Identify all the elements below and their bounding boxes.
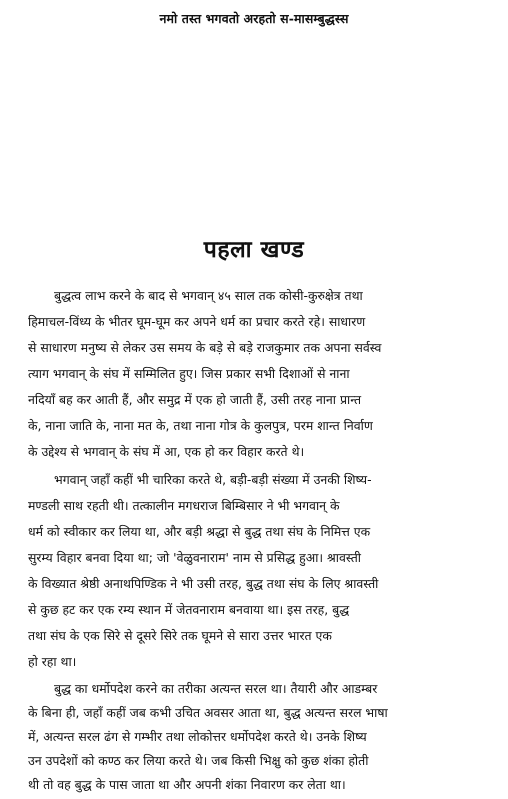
text-line: नदियाँ बह कर आती हैं, और समुद्र में एक हो जाती हैं, उसी तरह नाना प्रान्त <box>28 392 362 407</box>
text-line: तथा संघ के एक सिरे से दूसरे सिरे तक घूमने से सारा उत्तर भारत एक <box>28 628 332 643</box>
page-invocation-header: नमो तस्त भगवतो अरहतो स-मासम्बुद्धस्स <box>159 11 349 26</box>
text-line: हिमाचल-विंध्य के भीतर घूम-घूम कर अपने धर्म का प्रचार करते रहे। साधारण <box>28 314 366 329</box>
section-heading: पहला खण्ड <box>203 237 305 263</box>
text-line: हो रहा था। <box>28 654 77 669</box>
text-line: में, अत्यन्त सरल ढंग से गम्भीर तथा लोकोत्तर धर्मोपदेश करते थे। उनके शिष्य <box>28 729 367 744</box>
text-line: बुद्धत्व लाभ करने के बाद से भगवान् ४५ साल तक कोसी-कुरुक्षेत्र तथा <box>54 288 363 303</box>
text-line: से साधारण मनुष्य से लेकर उस समय के बड़े से बड़े राजकुमार तक अपना सर्वस्व <box>28 340 382 355</box>
text-line: के, नाना जाति के, नाना मत के, तथा नाना गोत्र के कुलपुत्र, परम शान्त निर्वाण <box>28 418 373 433</box>
text-line: भगवान् जहाँ कहीं भी चारिका करते थे, बड़ी-बड़ी संख्या में उनकी शिष्य- <box>54 472 372 487</box>
text-line: सुरम्य विहार बनवा दिया था; जो 'वेळुवनाराम' नाम से प्रसिद्ध हुआ। श्रावस्ती <box>28 550 361 565</box>
text-line: थी तो वह बुद्ध के पास जाता था और अपनी शंका निवारण कर लेता था। <box>28 777 346 792</box>
text-line: से कुछ हट कर एक रम्य स्थान में जेतवनाराम बनवाया था। इस तरह, बुद्ध <box>28 602 350 617</box>
text-line: के उद्देश्य से भगवान् के संघ में आ, एक हो कर विहार करते थे। <box>28 444 305 459</box>
text-line: मण्डली साथ रहती थी। तत्कालीन मगधराज बिम्बिसार ने भी भगवान् के <box>28 498 340 513</box>
text-line: बुद्ध का धर्मोपदेश करने का तरीका अत्यन्त सरल था। तैयारी और आडम्बर <box>54 681 378 696</box>
text-line: के बिना ही, जहाँ कहीं जब कभी उचित अवसर आता था, बुद्ध अत्यन्त सरल भाषा <box>28 705 388 720</box>
text-line: त्याग भगवान् के संघ में सम्मिलित हुए। जिस प्रकार सभी दिशाओं से नाना <box>28 366 350 381</box>
text-line: उन उपदेशों को कण्ठ कर लिया करते थे। जब किसी भिक्षु को कुछ शंका होती <box>28 753 369 768</box>
text-line: के विख्यात श्रेष्ठी अनाथपिण्डिक ने भी उसी तरह, बुद्ध तथा संघ के लिए श्रावस्ती <box>28 576 379 591</box>
text-line: धर्म को स्वीकार कर लिया था, और बड़ी श्रद्धा से बुद्ध तथा संघ के निमित्त एक <box>28 524 371 539</box>
